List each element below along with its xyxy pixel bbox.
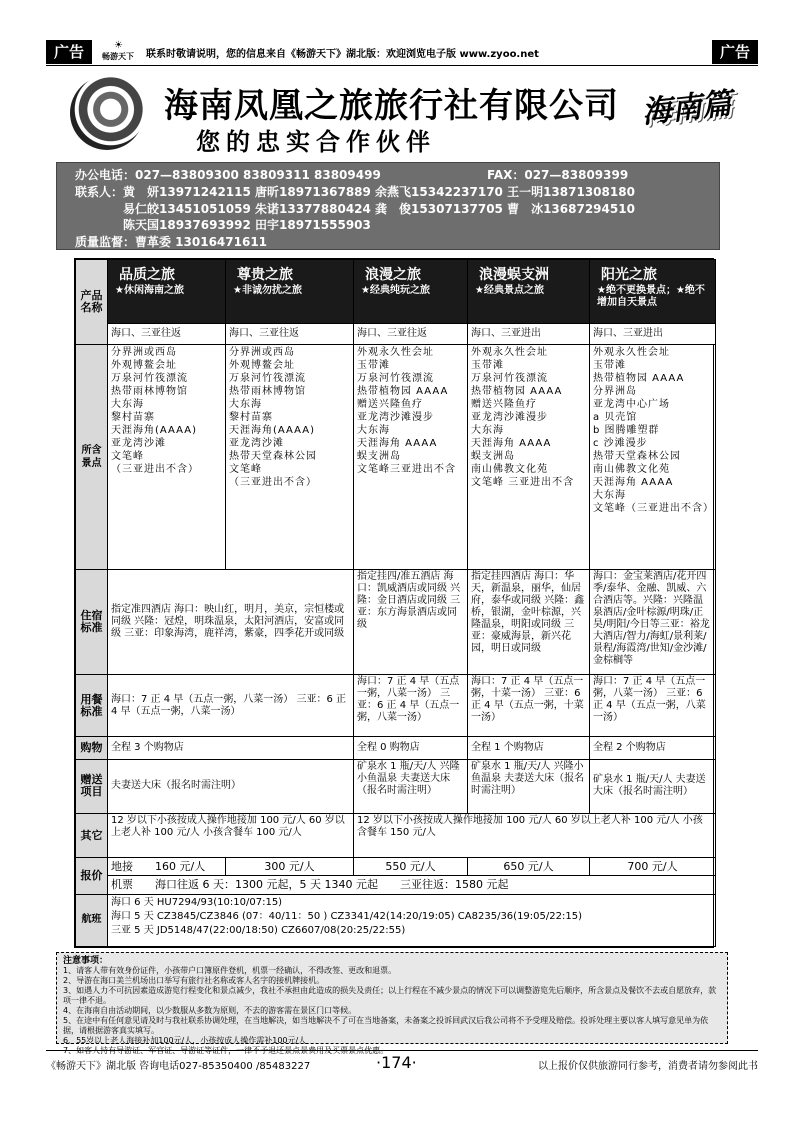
company-slogan: 您的忠实合作伙伴 [196, 127, 436, 156]
site-item: 赠送兴隆鱼疗 [357, 398, 423, 410]
phoenix-logo-icon [70, 76, 144, 150]
route-cell: 海口、三亚往返 [354, 324, 468, 344]
note-item: 2、导游在海口美兰机场出口举写有旅行社名称或客人名字的接机牌接机。 [63, 976, 325, 985]
shopping-cell: 全程 1 个购物店 [468, 737, 590, 759]
site-item: 热带天堂森林公园 [229, 450, 317, 462]
tour-comparison-table [75, 259, 716, 947]
site-item: 文笔峰 [111, 450, 144, 462]
row-header-price: 报价 [76, 858, 108, 894]
site-item: b 图腾雕塑群 [593, 424, 660, 436]
price-cell: 700 元/人 [590, 858, 716, 876]
contact-box [56, 162, 720, 250]
site-item: 万泉河竹筏漂流 [111, 372, 188, 384]
site-item: 亚龙湾沙滩漫步 [471, 411, 548, 423]
site-item: 文笔峰 [229, 463, 262, 475]
site-item: 大东海 [593, 489, 626, 501]
office-phone: 办公电话：027—83809300 83809311 83809499 [75, 168, 381, 182]
flight-line: 海口 6 天 HU7294/93(10:10/07:15) [111, 896, 283, 908]
hotel-cell: 海口：金宝莱酒店/花开四季/泰华、金融、凯威、六合酒店等。兴隆：兴隆温泉酒店/金叶棕源/明珠/正昊/明阳/今日等三亚：裕龙大酒店/智力/海虹/景利莱/景程/海霞湾/世知/金沙滩/金棕榈等 [590, 570, 716, 675]
site-item: 黎村苗寨 [229, 411, 273, 423]
gifts-cell: 夫妻送大床（报名时需注明） [108, 759, 354, 813]
site-item: 亚龙湾中心广场 [593, 398, 670, 410]
hotel-cell: 指定挂四/准五酒店 海口：凯威酒店或同级 兴隆：金日酒店或同级 三亚：东方海景酒店或同级 [354, 570, 468, 675]
page-footer [46, 1050, 758, 1074]
site-item: a 贝壳馆 [593, 411, 638, 423]
gifts-cell: 矿泉水 1 瓶/天/人 兴隆小鱼温泉 夫妻送大床（报名时需注明） [354, 759, 468, 813]
sites-cell [468, 344, 590, 570]
notes-title: 注意事项： [63, 956, 109, 966]
note-item: 1、请客人带有效身份证件，小孩带户口簿原件登机，机票一经确认，不得改签、更改和退票。 [63, 966, 397, 975]
route-cell: 海口、三亚进出 [468, 324, 590, 344]
price-label: 地接 160 元/人 [108, 858, 226, 876]
site-item: 大东海 [471, 424, 504, 436]
shopping-cell: 全程 2 个购物店 [590, 737, 716, 759]
site-item: 天涯海角(AAAA) [229, 424, 316, 436]
site-item: 万泉河竹筏漂流 [229, 372, 306, 384]
notes-box [56, 952, 728, 1055]
note-item: 6、55岁以上老人海接补加100元/人，小孩按成人操作需补100元/人 [63, 1036, 307, 1045]
sites-cell [590, 344, 716, 570]
site-item: 万泉河竹筏漂流 [357, 372, 434, 384]
ad-tag-left: 广告 [46, 40, 92, 64]
site-item: 亚龙湾沙滩漫步 [357, 411, 434, 423]
site-item: 天涯海角 AAAA [471, 437, 552, 449]
row-header-shopping: 购物 [76, 737, 108, 759]
shopping-cell: 全程 3 个购物店 [108, 737, 354, 759]
site-item: 蜈支洲岛 [357, 450, 401, 462]
price-cell: 300 元/人 [226, 858, 354, 876]
site-item: （三亚进出不含） [229, 476, 317, 488]
site-item: 玉带滩 [471, 359, 504, 371]
contact-line-3: 陈天国18937693992 田宇18971555903 [75, 218, 371, 232]
shopping-cell: 全程 0 购物店 [354, 737, 468, 759]
site-item: （三亚进出不含） [111, 463, 199, 475]
note-item: 7、如客人持有导游证、军官证、导游证等证件，一律不予退还景点景费用及买票景点优惠。 [63, 1046, 389, 1055]
site-item: 热带雨林博物馆 [229, 385, 306, 397]
site-item: 大东海 [229, 398, 262, 410]
meals-cell: 海口：7 正 4 早（五点一粥，十菜一汤） 三亚：6 正 4 早（五点一粥，十菜一汤） [468, 675, 590, 737]
site-item: 文笔峰 三亚进出不含 [471, 476, 575, 488]
row-header-gifts: 赠送项目 [76, 759, 108, 813]
quality-supervisor: 质量监督：曹革委 13016471611 [75, 235, 268, 249]
note-item: 3、如遇人力不可抗因素造成游览行程变化和景点减少，我社不承担由此造成的损失及责任；以上行程在不减少景点的情况下可以调整游览先后顺序，所含景点及餐饮不去或自愿放弃，款项一律不退。 [63, 986, 717, 1005]
gifts-cell: 矿泉水 1 瓶/天/人 兴隆小鱼温泉 夫妻送大床（报名时需注明） [468, 759, 590, 813]
price-cell: 650 元/人 [468, 858, 590, 876]
site-item: 外观永久性会址 [593, 346, 670, 358]
note-item: 4、在海南自由活动期间，以少数服从多数为原则，不去的游客需在景区门口等候。 [63, 1006, 357, 1015]
site-item: 外观博鳌会址 [229, 359, 295, 371]
company-header [56, 70, 752, 160]
product-cell: 尊贵之旅 ★非诚勿扰之旅 [226, 260, 354, 324]
site-item: 蜈支洲岛 [471, 450, 515, 462]
site-item: c 沙滩漫步 [593, 437, 648, 449]
site-item: 热带植物园 AAAA [593, 372, 685, 384]
site-item: 大东海 [111, 398, 144, 410]
site-item: 分界洲岛 [593, 385, 637, 397]
hotel-cell: 指定准四酒店 海口：映山红，明月，美京，宗恒楼或同级 兴隆：冠煌，明珠温泉，太阳河酒店，安富或同级 三亚：印象海湾，鹿祥湾，紫豪，四季花开或同级 [108, 570, 354, 675]
site-item: 赠送兴隆鱼疗 [471, 398, 537, 410]
site-item: 玉带滩 [357, 359, 390, 371]
magazine-logo: ☀ 畅游天下 [98, 41, 138, 63]
hainan-badge: 海南篇 [640, 86, 734, 131]
hotel-cell: 指定挂四酒店 海口：华天，新温泉，丽华，仙居府，泰华或同级 兴隆：鑫桥，银湖，金叶棕源，兴隆温泉，明阳或同级 三亚：豪威海景，新兴花园，明日或同级 [468, 570, 590, 675]
sun-icon: ☀ [114, 40, 122, 51]
contact-line-1: 联系人：黄 妍13971242115 唐昕18971367889 余燕飞15342237170 王一明13871308180 [75, 185, 635, 199]
note-item: 5、在途中有任何意见请及时与我社联系协调处理，在当地解决，如当地解决不了可在当地备案，未备案之投诉回武汉后我公司将不予受理及赔偿。投诉处理主要以客人填写意见单为依据，请根据游客真实填写。 [63, 1016, 709, 1035]
site-item: 热带天堂森林公园 [593, 450, 681, 462]
product-cell: 品质之旅 ★休闲海南之旅 [108, 260, 226, 324]
sites-cell [226, 344, 354, 570]
site-item: 亚龙湾沙滩 [229, 437, 284, 449]
site-item: 分界洲或西岛 [229, 346, 295, 358]
gifts-cell: 矿泉水 1 瓶/天/人 夫妻送大床（报名时需注明） [590, 759, 716, 813]
product-cell: 浪漫之旅 ★经典纯玩之旅 [354, 260, 468, 324]
site-item: 南山佛教文化苑 [471, 463, 548, 475]
company-name: 海南凤凰之旅旅行社有限公司 [164, 86, 619, 126]
other-cell: 12 岁以下小孩按成人操作地接加 100 元/人 60 岁以上老人补 100 元/人 小孩含餐车 150 元/人 [354, 814, 716, 858]
site-item: 文笔峰（三亚进出不含） [593, 502, 714, 514]
row-header-hotel: 住宿标准 [76, 570, 108, 675]
row-header-other: 其它 [76, 814, 108, 858]
meals-cell: 海口：7 正 4 早（五点一粥，八菜一汤） 三亚：6 正 4 早（五点一粥，八菜一汤） [354, 675, 468, 737]
site-item: 外观永久性会址 [357, 346, 434, 358]
route-cell: 海口、三亚往返 [108, 324, 226, 344]
flight-cell [108, 894, 716, 946]
site-item: 天涯海角(AAAA) [111, 424, 198, 436]
site-item: 万泉河竹筏漂流 [471, 372, 548, 384]
product-cell: 阳光之旅 ★绝不更换景点；★绝不增加自天景点 [590, 260, 716, 324]
footer-right: 以上报价仅供旅游同行参考，消费者请勿参阅此书 [538, 1061, 758, 1072]
site-item: 大东海 [357, 424, 390, 436]
top-notice: 联系时敬请说明，您的信息来自《畅游天下》湖北版：欢迎浏览电子版 www.zyoo.net [146, 49, 539, 60]
site-item: 南山佛教文化苑 [593, 463, 670, 475]
route-cell: 海口、三亚进出 [590, 324, 716, 344]
airfare-cell: 机票 海口往返 6 天：1300 元起，5 天 1340 元起 三亚往返：1580 元起 [108, 876, 716, 894]
contact-line-2: 易仁皎13451051059 朱诺13377880424 龚 俊15307137705 曹 冰13687294510 [75, 202, 635, 216]
site-item: 外观博鳌会址 [111, 359, 177, 371]
route-cell: 海口、三亚往返 [226, 324, 354, 344]
site-item: 亚龙湾沙滩 [111, 437, 166, 449]
page-number: ·174· [376, 1053, 417, 1072]
row-header-flight: 航班 [76, 894, 108, 946]
row-header-product: 产品名称 [76, 260, 108, 345]
price-cell: 550 元/人 [354, 858, 468, 876]
site-item: 天涯海角 AAAA [357, 437, 438, 449]
other-cell: 12 岁以下小孩按成人操作地接加 100 元/人 60 岁以上老人补 100 元/人 小孩含餐车 100 元/人 [108, 814, 354, 858]
sites-cell [108, 344, 226, 570]
row-header-sites: 所含景点 [76, 344, 108, 570]
top-bar [46, 40, 758, 66]
footer-left: 《畅游天下》湖北版 咨询电话027-85350400 /85483227 [46, 1061, 311, 1072]
site-item: 天涯海角 AAAA [593, 476, 674, 488]
site-item: 文笔峰三亚进出不含 [357, 463, 456, 475]
row-header-meals: 用餐标准 [76, 675, 108, 737]
flight-line: 海口 5 天 CZ3845/CZ3846 (07：40/11：50 ) CZ3341/42(14:20/19:05) CA8235/36(19:05/22:15) [111, 910, 582, 922]
meals-cell: 海口：7 正 4 早（五点一粥，八菜一汤） 三亚：6 正 4 早（五点一粥，八菜一汤） [590, 675, 716, 737]
fax-number: FAX：027—83809399 [487, 168, 629, 182]
tour-table [74, 258, 714, 948]
site-item: 外观永久性会址 [471, 346, 548, 358]
site-item: 黎村苗寨 [111, 411, 155, 423]
flight-line: 三亚 5 天 JD5148/47(22:00/18:50) CZ6607/08(20:25/22:55) [111, 924, 406, 936]
meals-cell: 海口：7 正 4 早（五点一粥，八菜一汤） 三亚：6 正 4 早（五点一粥，八菜一汤） [108, 675, 354, 737]
sites-cell [354, 344, 468, 570]
site-item: 玉带滩 [593, 359, 626, 371]
ad-tag-right: 广告 [712, 40, 758, 64]
site-item: 热带雨林博物馆 [111, 385, 188, 397]
site-item: 热带植物园 AAAA [471, 385, 563, 397]
product-cell: 浪漫蜈支洲 ★经典景点之旅 [468, 260, 590, 324]
site-item: 热带植物园 AAAA [357, 385, 449, 397]
site-item: 分界洲或西岛 [111, 346, 177, 358]
